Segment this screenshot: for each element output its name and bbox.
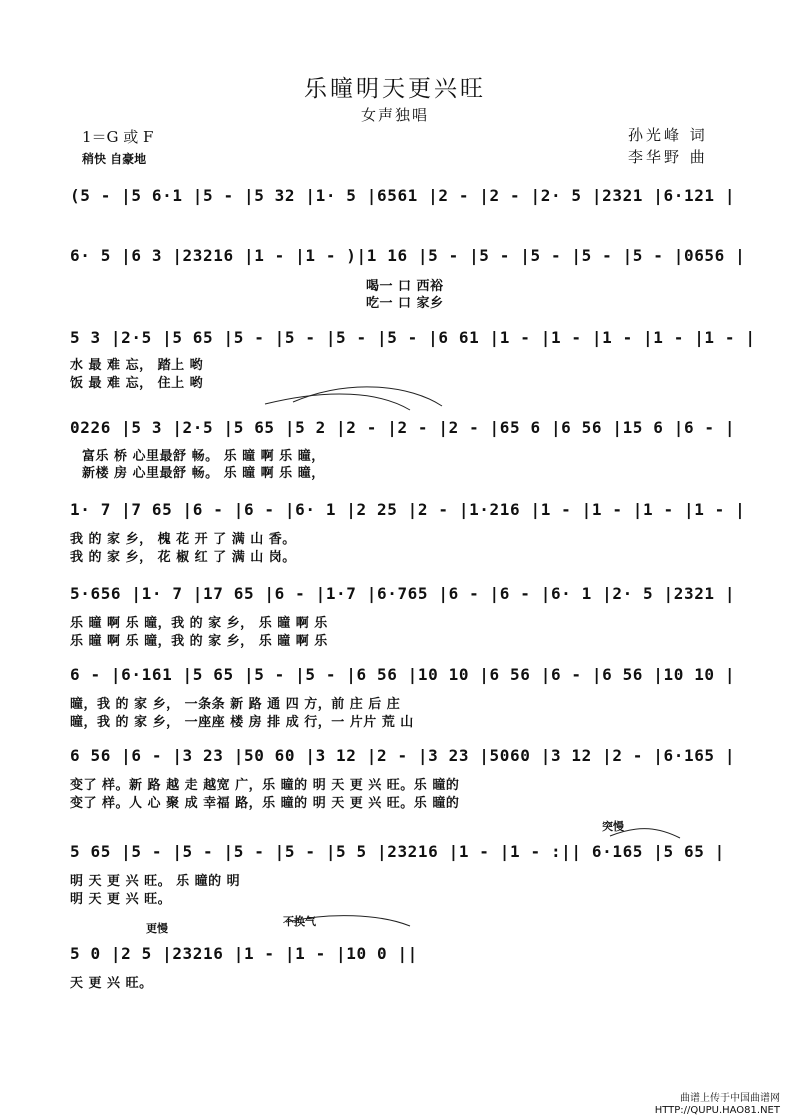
footer-line: 曲谱上传于中国曲谱网 xyxy=(680,1093,780,1104)
slur-arc xyxy=(610,829,680,838)
notation-line: (5 - |5 6·1 |5 - |5 32 |1· 5 |6561 |2 - |2 - |2· 5 |2321 |6·121 | xyxy=(70,186,736,205)
notation-line: 5·656 |1· 7 |17 65 |6 - |1·7 |6·765 |6 - |6 - |6· 1 |2· 5 |2321 | xyxy=(70,584,736,603)
lyric-verse-2: 变了 样。人 心 聚 成 幸福 路，乐 曈的 明 天 更 兴 旺。乐 曈的 xyxy=(70,796,460,811)
lyric-verse-1: 喝一 口 西裕 xyxy=(366,279,444,294)
lyric-verse-1: 乐 曈 啊 乐 曈，我 的 家 乡， 乐 曈 啊 乐 xyxy=(70,616,328,631)
suddenly-slow-mark: 突慢 xyxy=(602,820,624,833)
lyric-verse-2: 乐 曈 啊 乐 曈，我 的 家 乡， 乐 曈 啊 乐 xyxy=(70,634,328,649)
notation-line: 6 56 |6 - |3 23 |50 60 |3 12 |2 - |3 23 |5060 |3 12 |2 - |6·165 | xyxy=(70,746,736,765)
lyric-verse-1: 变了 样。新 路 越 走 越宽 广，乐 曈的 明 天 更 兴 旺。乐 曈的 xyxy=(70,778,460,793)
song-subtitle: 女声独唱 xyxy=(360,106,429,124)
lyric-verse-2: 曈，我 的 家 乡， 一座座 楼 房 排 成 行，一 片片 荒 山 xyxy=(70,715,414,730)
footer-url: HTTP://QUPU.HAO81.NET xyxy=(654,1105,780,1116)
lyricist-credit: 孙光峰 词 xyxy=(628,126,708,144)
notation-line: 6 - |6·161 |5 65 |5 - |5 - |6 56 |10 10 |6 56 |6 - |6 56 |10 10 | xyxy=(70,665,736,684)
lyric-verse-1: 天 更 兴 旺。 xyxy=(70,976,153,991)
slur-arc xyxy=(293,387,442,406)
composer-credit: 李华野 曲 xyxy=(628,148,708,166)
song-title: 乐曈明天更兴旺 xyxy=(304,76,486,102)
lyric-verse-2: 我 的 家 乡， 花 椒 红 了 满 山 岗。 xyxy=(70,550,296,565)
tempo-marking: 稍快 自豪地 xyxy=(82,152,147,166)
lyric-verse-2: 新楼 房 心里最舒 畅。 乐 曈 啊 乐 曈， xyxy=(82,466,325,481)
notation-line: 5 3 |2·5 |5 65 |5 - |5 - |5 - |5 - |6 61 |1 - |1 - |1 - |1 - |1 - | xyxy=(70,328,756,347)
key-signature: 1＝G 或 F xyxy=(82,128,154,146)
notation-line: 1· 7 |7 65 |6 - |6 - |6· 1 |2 25 |2 - |1·216 |1 - |1 - |1 - |1 - | xyxy=(70,500,746,519)
notation-line: 6· 5 |6 3 |23216 |1 - |1 - )|1 16 |5 - |5 - |5 - |5 - |5 - |0656 | xyxy=(70,246,746,265)
lyric-verse-2: 吃一 口 家乡 xyxy=(366,296,444,311)
lyric-verse-1: 明 天 更 兴 旺。 乐 曈的 明 xyxy=(70,874,241,889)
lyric-verse-2: 明 天 更 兴 旺。 xyxy=(70,892,172,907)
lyric-verse-1: 我 的 家 乡， 槐 花 开 了 满 山 香。 xyxy=(70,532,296,547)
no-breath-mark: 不换气 xyxy=(283,915,316,928)
lyric-verse-1: 曈，我 的 家 乡， 一条条 新 路 通 四 方，前 庄 后 庄 xyxy=(70,697,401,712)
notation-line: 5 0 |2 5 |23216 |1 - |1 - |10 0 || xyxy=(70,944,418,963)
lyric-verse-1: 富乐 桥 心里最舒 畅。 乐 曈 啊 乐 曈， xyxy=(82,449,325,464)
lyric-verse-2: 饭 最 难 忘， 住上 哟 xyxy=(70,376,204,391)
slur-arc xyxy=(265,394,410,410)
site-footer xyxy=(655,1093,780,1117)
slower-mark: 更慢 xyxy=(146,922,168,935)
slur-arc xyxy=(286,916,410,926)
notation-line: 5 65 |5 - |5 - |5 - |5 - |5 5 |23216 |1 - |1 - :|| 6·165 |5 65 | xyxy=(70,842,725,861)
notation-line: 0226 |5 3 |2·5 |5 65 |5 2 |2 - |2 - |2 - |65 6 |6 56 |15 6 |6 - | xyxy=(70,418,736,437)
lyric-verse-1: 水 最 难 忘， 踏上 哟 xyxy=(70,358,204,373)
